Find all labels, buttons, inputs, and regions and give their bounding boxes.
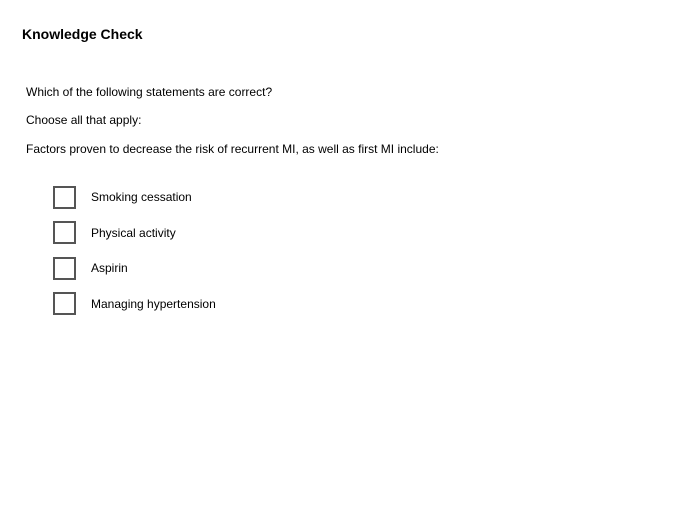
option-label[interactable]: Physical activity <box>91 225 176 240</box>
question-prompt: Which of the following statements are correct? <box>26 85 273 99</box>
option-physical-activity[interactable] <box>53 221 453 245</box>
option-checkbox[interactable] <box>53 292 76 315</box>
question-instruction: Choose all that apply: <box>26 113 142 127</box>
answer-options-list <box>53 185 453 327</box>
option-label[interactable]: Aspirin <box>91 261 128 275</box>
page-title: Knowledge Check <box>22 26 143 42</box>
question-stem: Factors proven to decrease the risk of recurrent MI, as well as first MI include: <box>26 142 439 156</box>
option-checkbox[interactable] <box>53 257 76 280</box>
option-checkbox[interactable] <box>53 186 76 209</box>
option-aspirin[interactable] <box>53 256 453 280</box>
option-label[interactable]: Managing hypertension <box>91 296 216 311</box>
option-label[interactable]: Smoking cessation <box>91 190 192 204</box>
option-managing-hypertension[interactable] <box>53 292 453 316</box>
option-checkbox[interactable] <box>53 221 76 244</box>
option-smoking-cessation[interactable] <box>53 185 453 209</box>
